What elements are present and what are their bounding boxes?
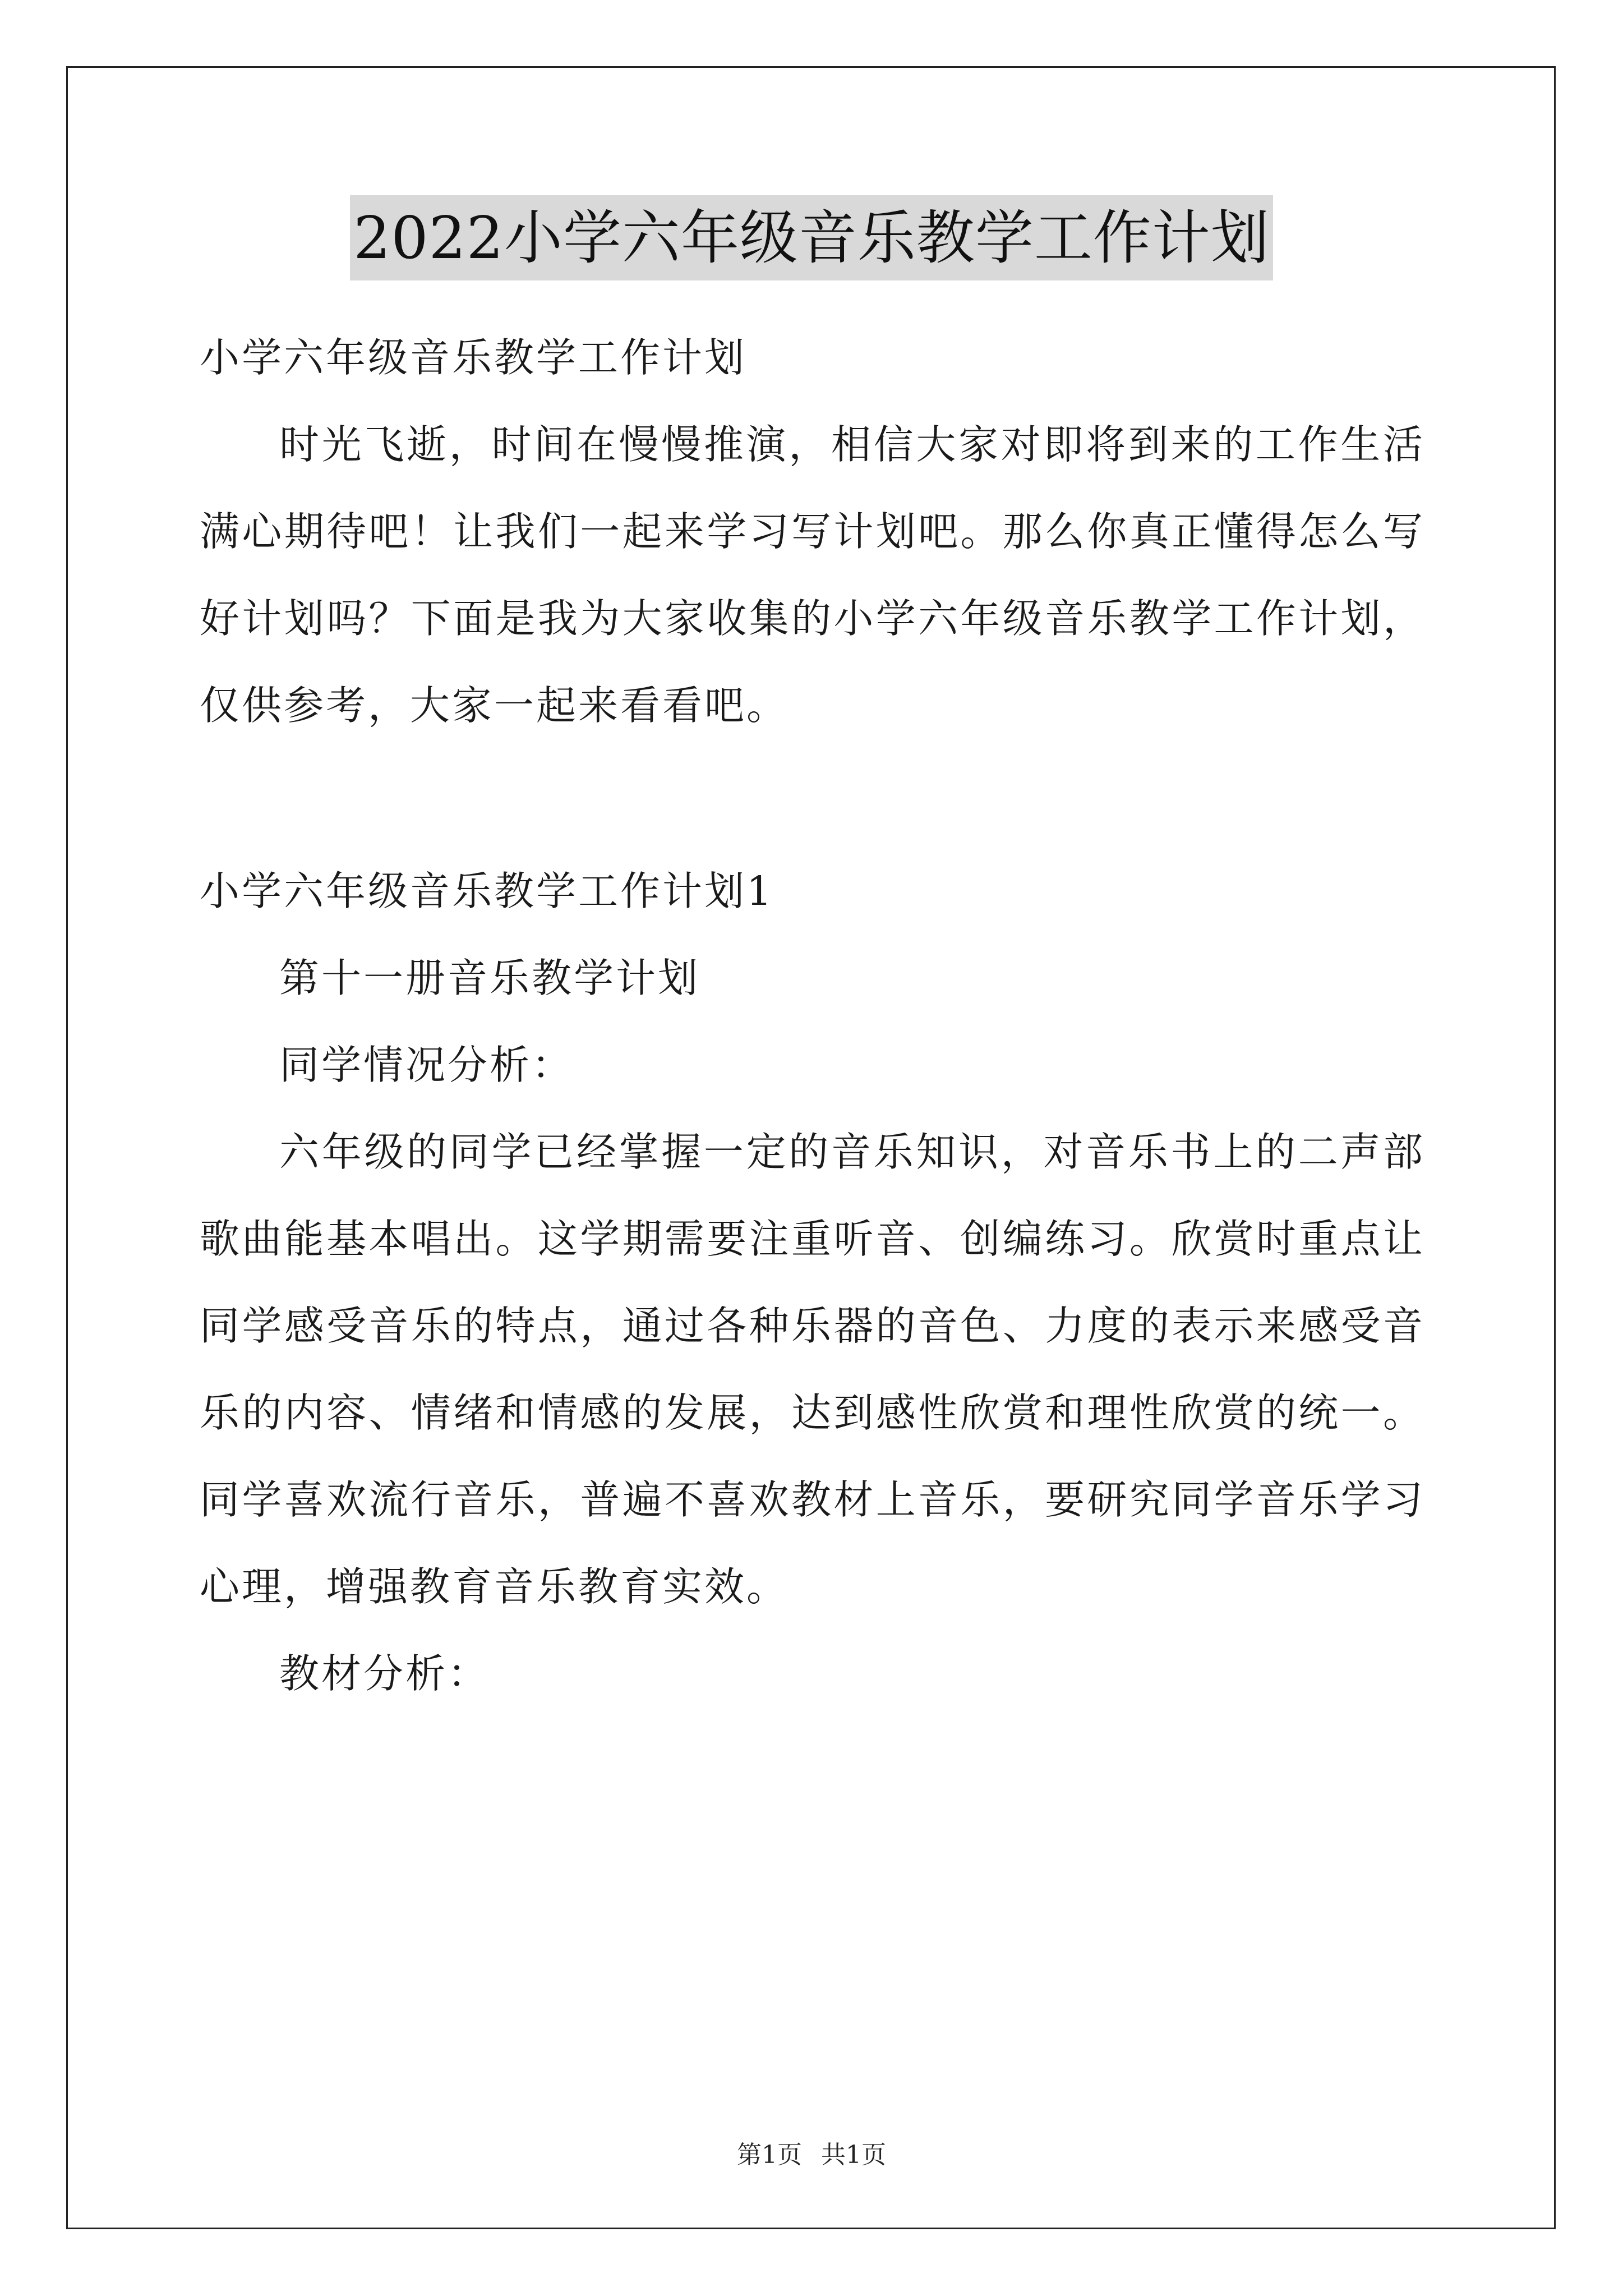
page-number-total: 共1页	[821, 2141, 886, 2169]
student-analysis-heading: 同学情况分析：	[279, 1042, 574, 1088]
section-spacer	[200, 749, 1425, 848]
subtitle: 小学六年级音乐教学工作计划	[200, 334, 747, 381]
document-body	[200, 314, 1425, 1717]
material-analysis-heading: 教材分析：	[279, 1650, 490, 1697]
student-analysis-paragraph: 六年级的同学已经掌握一定的音乐知识，对音乐书上的二声部歌曲能基本唱出。这学期需要注重听音、创编练习。欣赏时重点让同学感受音乐的特点，通过各种乐器的音色、力度的表示来感受音乐的内容、情绪和情感的发展，达到感性欣赏和理性欣赏的统一。同学喜欢流行音乐，普遍不喜欢教材上音乐，要研究同学音乐学习心理，增强教育音乐教育实效。	[200, 1129, 1425, 1610]
plan-title: 第十一册音乐教学计划	[279, 955, 700, 1001]
page-number-current: 第1页	[737, 2141, 802, 2169]
document-title: 2022小学六年级音乐教学工作计划	[350, 195, 1273, 280]
intro-paragraph: 时光飞逝，时间在慢慢推演，相信大家对即将到来的工作生活满心期待吧！让我们一起来学习写计划吧。那么你真正懂得怎么写好计划吗？下面是我为大家收集的小学六年级音乐教学工作计划，仅供参考，大家一起来看看吧。	[200, 421, 1425, 729]
title-container	[0, 195, 1623, 280]
page-footer	[0, 2138, 1623, 2172]
section-heading: 小学六年级音乐教学工作计划1	[200, 868, 774, 914]
